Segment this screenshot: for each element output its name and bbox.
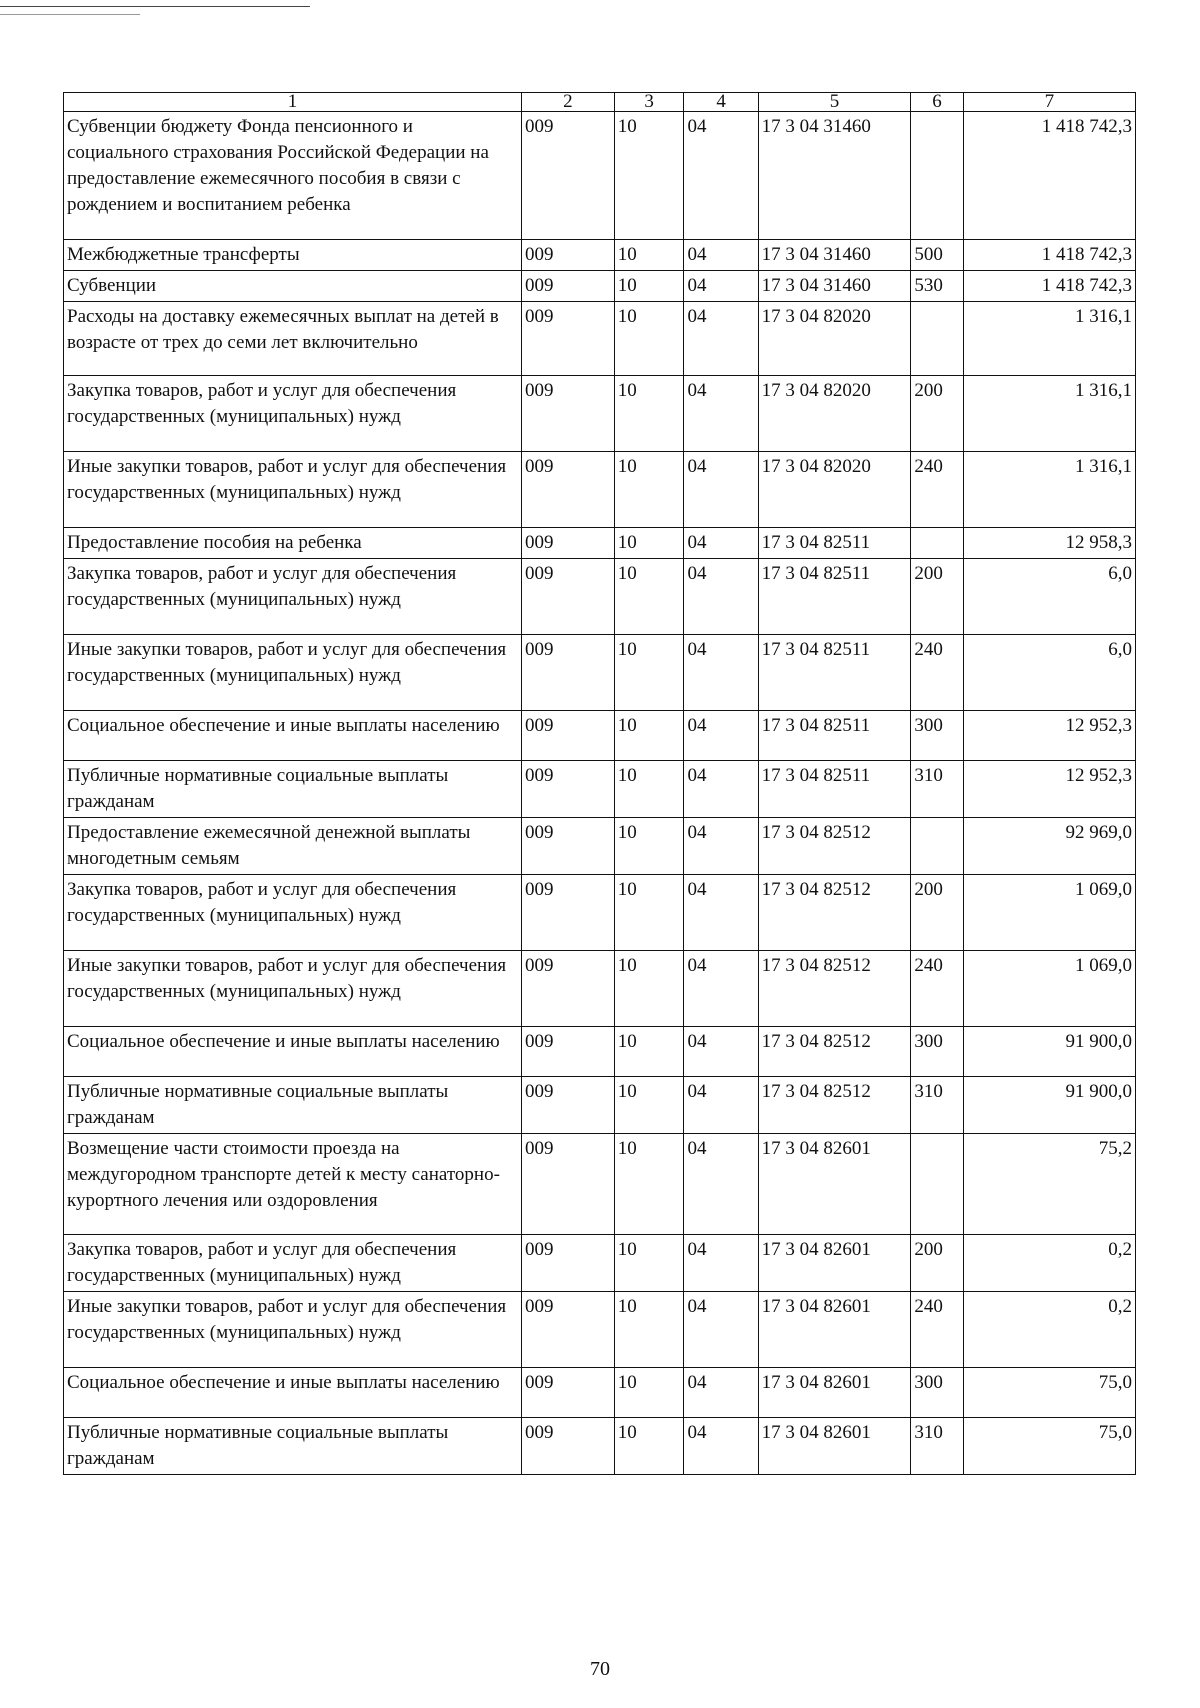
row-admin-code-cell: 009 — [522, 635, 615, 711]
row-section-cell: 10 — [614, 1027, 684, 1077]
row-target-code-cell: 17 3 04 82601 — [758, 1292, 911, 1368]
row-subsection-cell: 04 — [684, 1027, 758, 1077]
row-subsection-cell: 04 — [684, 112, 758, 240]
table-row — [64, 875, 1136, 951]
row-expense-type-cell: 500 — [911, 240, 963, 271]
table-row — [64, 1077, 1136, 1134]
header-row — [64, 93, 1136, 112]
row-name-cell: Социальное обеспечение и иные выплаты населению — [64, 711, 522, 761]
row-expense-type-cell: 240 — [911, 951, 963, 1027]
row-section-cell: 10 — [614, 1134, 684, 1235]
row-name-cell: Публичные нормативные социальные выплаты гражданам — [64, 761, 522, 818]
row-name-cell: Расходы на доставку ежемесячных выплат на детей в возрасте от трех до семи лет включительно — [64, 302, 522, 376]
header-cell: 7 — [963, 93, 1135, 112]
row-subsection-cell: 04 — [684, 635, 758, 711]
row-target-code-cell: 17 3 04 82512 — [758, 951, 911, 1027]
table-row — [64, 1235, 1136, 1292]
row-subsection-cell: 04 — [684, 302, 758, 376]
row-target-code-cell: 17 3 04 82020 — [758, 376, 911, 452]
row-admin-code-cell: 009 — [522, 875, 615, 951]
row-admin-code-cell: 009 — [522, 302, 615, 376]
row-section-cell: 10 — [614, 761, 684, 818]
table-row — [64, 112, 1136, 240]
row-name-cell: Закупка товаров, работ и услуг для обеспечения государственных (муниципальных) нужд — [64, 1235, 522, 1292]
row-section-cell: 10 — [614, 1418, 684, 1475]
row-subsection-cell: 04 — [684, 528, 758, 559]
row-expense-type-cell: 240 — [911, 1292, 963, 1368]
row-target-code-cell: 17 3 04 82512 — [758, 1027, 911, 1077]
row-name-cell: Закупка товаров, работ и услуг для обеспечения государственных (муниципальных) нужд — [64, 376, 522, 452]
row-expense-type-cell — [911, 818, 963, 875]
row-admin-code-cell: 009 — [522, 761, 615, 818]
row-name-cell: Возмещение части стоимости проезда на междугородном транспорте детей к месту санаторно-курортного лечения или оздоровления — [64, 1134, 522, 1235]
row-admin-code-cell: 009 — [522, 1134, 615, 1235]
row-target-code-cell: 17 3 04 31460 — [758, 112, 911, 240]
row-amount-cell: 1 418 742,3 — [963, 112, 1135, 240]
row-target-code-cell: 17 3 04 82601 — [758, 1235, 911, 1292]
row-amount-cell: 1 418 742,3 — [963, 271, 1135, 302]
table-row — [64, 302, 1136, 376]
row-section-cell: 10 — [614, 376, 684, 452]
row-subsection-cell: 04 — [684, 1077, 758, 1134]
row-admin-code-cell: 009 — [522, 559, 615, 635]
row-target-code-cell: 17 3 04 82512 — [758, 818, 911, 875]
row-name-cell: Иные закупки товаров, работ и услуг для обеспечения государственных (муниципальных) нужд — [64, 1292, 522, 1368]
row-expense-type-cell: 240 — [911, 635, 963, 711]
row-amount-cell: 1 316,1 — [963, 452, 1135, 528]
table-row — [64, 376, 1136, 452]
row-subsection-cell: 04 — [684, 761, 758, 818]
row-amount-cell: 1 316,1 — [963, 302, 1135, 376]
header-cell: 4 — [684, 93, 758, 112]
row-name-cell: Субвенции — [64, 271, 522, 302]
row-amount-cell: 92 969,0 — [963, 818, 1135, 875]
row-amount-cell: 91 900,0 — [963, 1077, 1135, 1134]
row-target-code-cell: 17 3 04 82511 — [758, 528, 911, 559]
row-amount-cell: 1 069,0 — [963, 951, 1135, 1027]
row-section-cell: 10 — [614, 711, 684, 761]
row-expense-type-cell: 310 — [911, 1077, 963, 1134]
row-section-cell: 10 — [614, 1292, 684, 1368]
row-section-cell: 10 — [614, 240, 684, 271]
row-admin-code-cell: 009 — [522, 1027, 615, 1077]
row-expense-type-cell: 300 — [911, 1368, 963, 1418]
table-row — [64, 452, 1136, 528]
table-row — [64, 271, 1136, 302]
row-subsection-cell: 04 — [684, 951, 758, 1027]
row-section-cell: 10 — [614, 112, 684, 240]
row-target-code-cell: 17 3 04 31460 — [758, 271, 911, 302]
row-admin-code-cell: 009 — [522, 240, 615, 271]
table-row — [64, 1134, 1136, 1235]
row-expense-type-cell: 200 — [911, 875, 963, 951]
row-name-cell: Социальное обеспечение и иные выплаты населению — [64, 1027, 522, 1077]
row-admin-code-cell: 009 — [522, 818, 615, 875]
row-expense-type-cell: 310 — [911, 1418, 963, 1475]
row-amount-cell: 12 958,3 — [963, 528, 1135, 559]
row-target-code-cell: 17 3 04 82511 — [758, 711, 911, 761]
row-admin-code-cell: 009 — [522, 1368, 615, 1418]
row-expense-type-cell — [911, 1134, 963, 1235]
row-expense-type-cell: 200 — [911, 376, 963, 452]
row-name-cell: Предоставление пособия на ребенка — [64, 528, 522, 559]
row-expense-type-cell: 310 — [911, 761, 963, 818]
table-row — [64, 240, 1136, 271]
row-subsection-cell: 04 — [684, 1292, 758, 1368]
row-section-cell: 10 — [614, 875, 684, 951]
table-row — [64, 1368, 1136, 1418]
row-section-cell: 10 — [614, 635, 684, 711]
header-cell: 2 — [522, 93, 615, 112]
row-section-cell: 10 — [614, 271, 684, 302]
row-target-code-cell: 17 3 04 82020 — [758, 452, 911, 528]
top-edge-line — [0, 6, 310, 7]
row-name-cell: Субвенции бюджету Фонда пенсионного и социального страхования Российской Федерации на предоставление ежемесячного пособия в связи с рождением и воспитанием ребенка — [64, 112, 522, 240]
row-subsection-cell: 04 — [684, 240, 758, 271]
header-cell: 6 — [911, 93, 963, 112]
budget-table — [63, 92, 1136, 1475]
table-row — [64, 1027, 1136, 1077]
row-admin-code-cell: 009 — [522, 951, 615, 1027]
row-subsection-cell: 04 — [684, 875, 758, 951]
row-target-code-cell: 17 3 04 82601 — [758, 1418, 911, 1475]
row-amount-cell: 6,0 — [963, 559, 1135, 635]
row-section-cell: 10 — [614, 951, 684, 1027]
row-subsection-cell: 04 — [684, 1368, 758, 1418]
top-edge-line-faint — [0, 14, 140, 15]
row-amount-cell: 0,2 — [963, 1292, 1135, 1368]
row-admin-code-cell: 009 — [522, 1235, 615, 1292]
row-section-cell: 10 — [614, 302, 684, 376]
row-amount-cell: 75,2 — [963, 1134, 1135, 1235]
row-amount-cell: 1 418 742,3 — [963, 240, 1135, 271]
row-section-cell: 10 — [614, 559, 684, 635]
row-amount-cell: 91 900,0 — [963, 1027, 1135, 1077]
row-expense-type-cell: 300 — [911, 711, 963, 761]
row-target-code-cell: 17 3 04 82601 — [758, 1134, 911, 1235]
row-amount-cell: 75,0 — [963, 1418, 1135, 1475]
row-admin-code-cell: 009 — [522, 1077, 615, 1134]
row-subsection-cell: 04 — [684, 271, 758, 302]
row-amount-cell: 12 952,3 — [963, 761, 1135, 818]
table-row — [64, 559, 1136, 635]
row-expense-type-cell — [911, 302, 963, 376]
row-target-code-cell: 17 3 04 82511 — [758, 635, 911, 711]
table-row — [64, 1292, 1136, 1368]
row-name-cell: Закупка товаров, работ и услуг для обеспечения государственных (муниципальных) нужд — [64, 875, 522, 951]
table-row — [64, 951, 1136, 1027]
row-name-cell: Иные закупки товаров, работ и услуг для обеспечения государственных (муниципальных) нужд — [64, 951, 522, 1027]
table-row — [64, 818, 1136, 875]
row-name-cell: Межбюджетные трансферты — [64, 240, 522, 271]
row-subsection-cell: 04 — [684, 1235, 758, 1292]
row-admin-code-cell: 009 — [522, 452, 615, 528]
row-admin-code-cell: 009 — [522, 376, 615, 452]
row-section-cell: 10 — [614, 1368, 684, 1418]
row-expense-type-cell: 200 — [911, 1235, 963, 1292]
row-target-code-cell: 17 3 04 82511 — [758, 559, 911, 635]
header-cell: 1 — [64, 93, 522, 112]
row-target-code-cell: 17 3 04 31460 — [758, 240, 911, 271]
row-admin-code-cell: 009 — [522, 711, 615, 761]
row-expense-type-cell — [911, 112, 963, 240]
row-subsection-cell: 04 — [684, 1418, 758, 1475]
table-row — [64, 635, 1136, 711]
row-subsection-cell: 04 — [684, 711, 758, 761]
row-subsection-cell: 04 — [684, 452, 758, 528]
row-admin-code-cell: 009 — [522, 271, 615, 302]
header-cell: 5 — [758, 93, 911, 112]
table-row — [64, 711, 1136, 761]
row-name-cell: Публичные нормативные социальные выплаты гражданам — [64, 1077, 522, 1134]
row-amount-cell: 1 069,0 — [963, 875, 1135, 951]
row-target-code-cell: 17 3 04 82020 — [758, 302, 911, 376]
row-subsection-cell: 04 — [684, 818, 758, 875]
row-amount-cell: 1 316,1 — [963, 376, 1135, 452]
row-expense-type-cell: 200 — [911, 559, 963, 635]
row-section-cell: 10 — [614, 452, 684, 528]
row-expense-type-cell — [911, 528, 963, 559]
row-name-cell: Публичные нормативные социальные выплаты гражданам — [64, 1418, 522, 1475]
row-name-cell: Предоставление ежемесячной денежной выплаты многодетным семьям — [64, 818, 522, 875]
row-section-cell: 10 — [614, 528, 684, 559]
row-target-code-cell: 17 3 04 82511 — [758, 761, 911, 818]
row-section-cell: 10 — [614, 1235, 684, 1292]
row-section-cell: 10 — [614, 818, 684, 875]
row-admin-code-cell: 009 — [522, 1418, 615, 1475]
header-cell: 3 — [614, 93, 684, 112]
row-expense-type-cell: 530 — [911, 271, 963, 302]
row-amount-cell: 75,0 — [963, 1368, 1135, 1418]
table-row — [64, 761, 1136, 818]
row-subsection-cell: 04 — [684, 376, 758, 452]
row-admin-code-cell: 009 — [522, 1292, 615, 1368]
row-target-code-cell: 17 3 04 82601 — [758, 1368, 911, 1418]
row-subsection-cell: 04 — [684, 559, 758, 635]
row-expense-type-cell: 240 — [911, 452, 963, 528]
row-amount-cell: 6,0 — [963, 635, 1135, 711]
row-section-cell: 10 — [614, 1077, 684, 1134]
table-row — [64, 1418, 1136, 1475]
row-expense-type-cell: 300 — [911, 1027, 963, 1077]
row-name-cell: Иные закупки товаров, работ и услуг для обеспечения государственных (муниципальных) нужд — [64, 635, 522, 711]
row-amount-cell: 0,2 — [963, 1235, 1135, 1292]
row-name-cell: Социальное обеспечение и иные выплаты населению — [64, 1368, 522, 1418]
page-number: 70 — [590, 1658, 610, 1680]
row-target-code-cell: 17 3 04 82512 — [758, 1077, 911, 1134]
row-target-code-cell: 17 3 04 82512 — [758, 875, 911, 951]
row-subsection-cell: 04 — [684, 1134, 758, 1235]
row-admin-code-cell: 009 — [522, 528, 615, 559]
row-admin-code-cell: 009 — [522, 112, 615, 240]
table-row — [64, 528, 1136, 559]
row-name-cell: Закупка товаров, работ и услуг для обеспечения государственных (муниципальных) нужд — [64, 559, 522, 635]
row-amount-cell: 12 952,3 — [963, 711, 1135, 761]
row-name-cell: Иные закупки товаров, работ и услуг для обеспечения государственных (муниципальных) нужд — [64, 452, 522, 528]
